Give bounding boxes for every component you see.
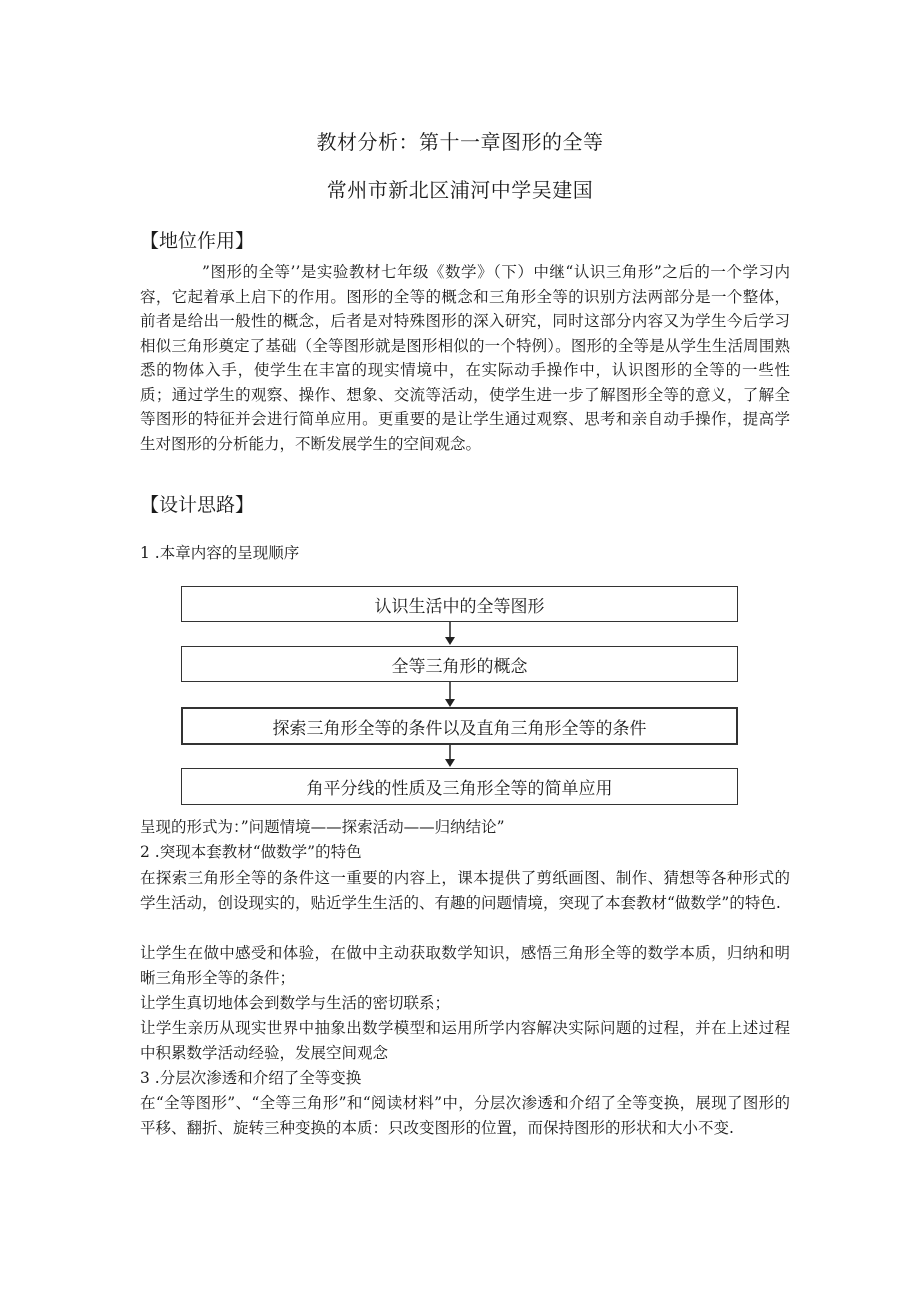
doc-author: 常州市新北区浦河中学吴建国	[326, 178, 594, 202]
doc-title: 教材分析：第十一章图形的全等	[316, 130, 604, 154]
flow-step-3: 探索三角形全等的条件以及直角三角形全等的条件	[181, 707, 738, 745]
flow-step-1: 认识生活中的全等图形	[181, 586, 738, 622]
flow-arrow-icon	[444, 745, 456, 768]
design-item-2: 2 .突现本套教材“做数学”的特色	[140, 843, 362, 861]
paragraph-3: 在“全等图形”、“全等三角形”和“阅读材料”中，分层次渗透和介绍了全等变换，展现了图形的平移、翻折、旋转三种变换的本质：只改变图形的位置，而保持图形的形状和大小不变.	[140, 1094, 790, 1137]
flow-step-4: 角平分线的性质及三角形全等的简单应用	[181, 768, 738, 805]
section-heading-position: 【地位作用】	[140, 230, 255, 252]
design-item-3: 3 .分层次渗透和介绍了全等变换	[140, 1069, 362, 1087]
position-paragraph: ”图形的全等’’是实验教材七年级《数学》（下）中继“认识三角形”之后的一个学习内容，它起着承上启下的作用。图形的全等的概念和三角形全等的识别方法两部分是一个整体，前者是给出一般性的概念，后者是对特殊图形的深入研究，同时这部分内容又为学生今后学习相似三角形奠定了基础（全等图形就是图形相似的一个特例）。图形的全等是从学生生活周围熟悉的物体入手，使学生在丰富的现实情境中，在实际动手操作中，认识图形的全等的一些性质；通过学生的观察、操作、想象、交流等活动，使学生进一步了解图形全等的意义，了解全等图形的特征并会进行简单应用。更重要的是让学生通过观察、思考和亲自动手操作，提高学生对图形的分析能力，不断发展学生的空间观念。	[140, 263, 790, 453]
design-item-1: 1 .本章内容的呈现顺序	[140, 544, 300, 562]
flow-arrow-icon	[444, 622, 456, 646]
paragraph-2d: 让学生亲历从现实世界中抽象出数学模型和运用所学内容解决实际问题的过程，并在上述过程中积累数学活动经验，发展空间观念	[140, 1019, 790, 1062]
paragraph-2c: 让学生真切地体会到数学与生活的密切联系；	[140, 994, 451, 1012]
paragraph-2a: 在探索三角形全等的条件这一重要的内容上，课本提供了剪纸画图、制作、猜想等各种形式的学生活动，创设现实的，贴近学生生活的、有趣的问题情境，突现了本套教材“做数学”的特色.	[140, 869, 790, 912]
paragraph-2b: 让学生在做中感受和体验，在做中主动获取数学知识，感悟三角形全等的数学本质，归纳和明晰三角形全等的条件；	[140, 944, 790, 987]
flow-step-2: 全等三角形的概念	[181, 646, 738, 682]
section-heading-design: 【设计思路】	[140, 494, 255, 516]
form-line: 呈现的形式为：”问题情境——探索活动——归纳结论”	[140, 818, 505, 836]
flow-arrow-icon	[444, 682, 456, 708]
